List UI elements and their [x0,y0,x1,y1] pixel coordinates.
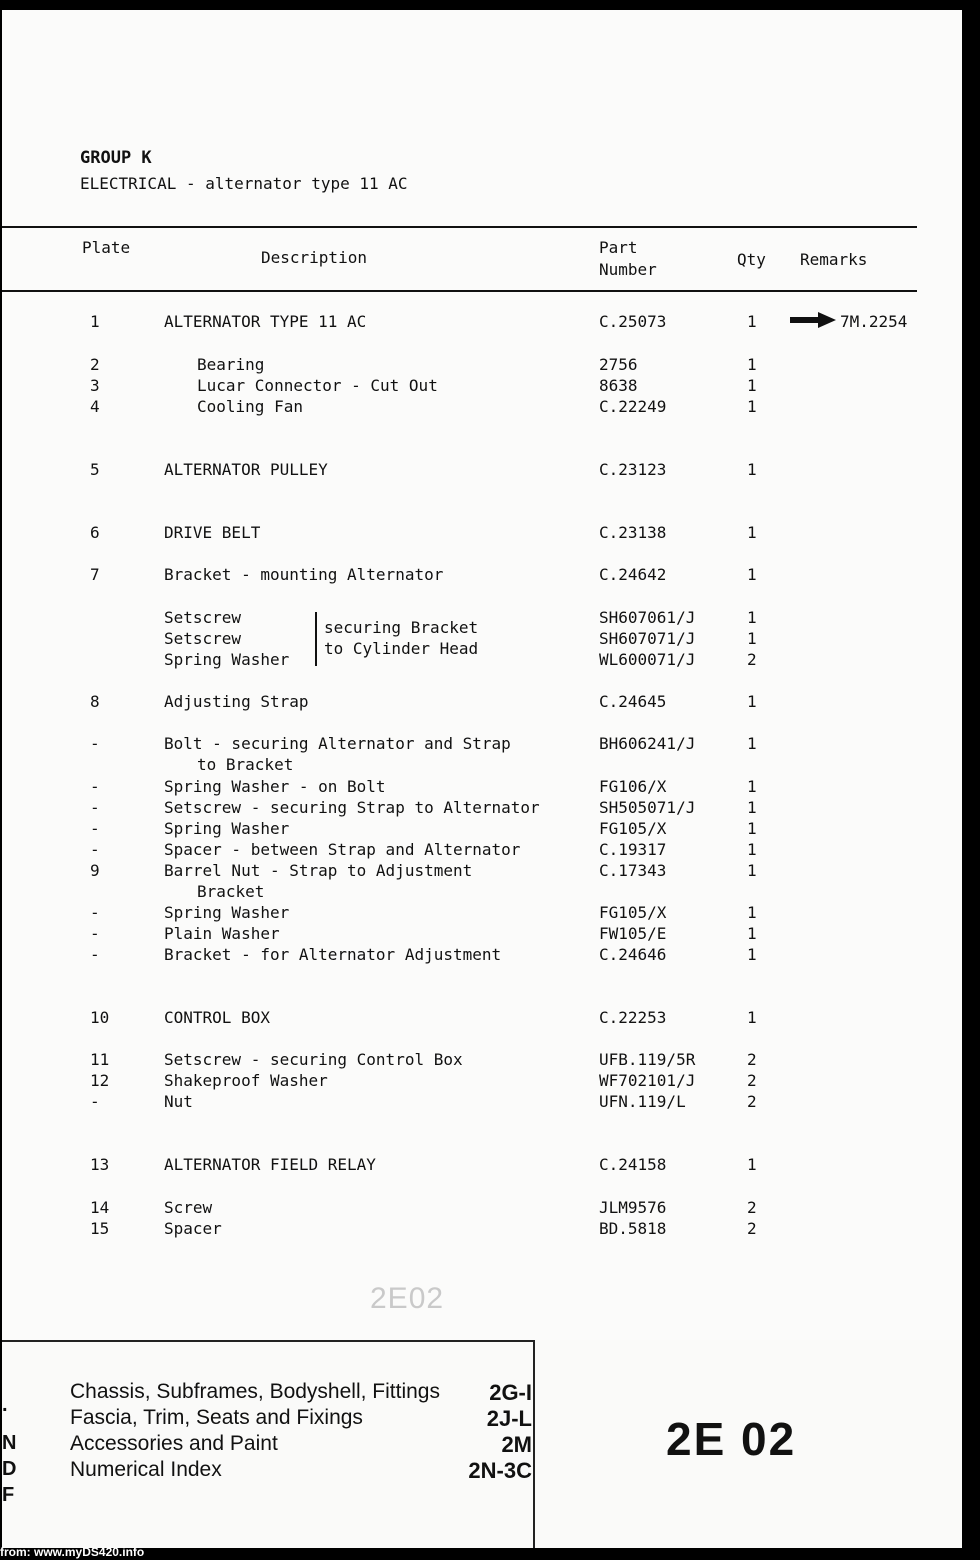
row-description: Setscrew [164,608,242,627]
edge-letter: F [2,1484,15,1506]
row-part-number: BH606241/J [599,734,696,753]
bracket-note-line2: to Cylinder Head [324,639,479,658]
row-description: Setscrew - securing Strap to Alternator [164,798,540,817]
footer-item-label: Fascia, Trim, Seats and Fixings [70,1406,363,1429]
row-part-number: UFN.119/L [599,1092,686,1111]
row-description: Barrel Nut - Strap to Adjustment [164,861,473,880]
row-part-number: C.24646 [599,945,667,964]
row-part-number: C.24158 [599,1155,667,1174]
col-header-part: Part [599,238,638,257]
section-subtitle: ELECTRICAL - alternator type 11 AC [80,174,408,193]
row-description: Spring Washer [164,650,290,669]
row-qty: 1 [747,523,757,542]
row-part-number: FG106/X [599,777,667,796]
row-description: Plain Washer [164,924,280,943]
page-code: 2E 02 [666,1413,797,1465]
edge-letter: N [2,1432,17,1454]
footer-item-label: Chassis, Subframes, Bodyshell, Fittings [70,1380,440,1403]
row-part-number: 8638 [599,376,638,395]
row-qty: 1 [747,355,757,374]
row-description: Bracket - mounting Alternator [164,565,444,584]
row-plate: 1 [90,312,100,331]
row-qty: 1 [747,840,757,859]
footer-item-label: Accessories and Paint [70,1432,278,1455]
col-header-number: Number [599,260,657,279]
row-qty: 1 [747,376,757,395]
col-header-qty: Qty [737,250,766,269]
row-plate: 10 [90,1008,110,1027]
row-part-number: FW105/E [599,924,667,943]
row-plate: 3 [90,376,100,395]
row-description: Nut [164,1092,193,1111]
row-qty: 1 [747,734,757,753]
row-part-number: SH607061/J [599,608,696,627]
row-plate: - [90,840,100,859]
row-plate: 11 [90,1050,110,1069]
col-header-remarks: Remarks [800,250,868,269]
row-plate: 5 [90,460,100,479]
row-part-number: FG105/X [599,819,667,838]
row-plate: - [90,798,100,817]
row-description: Setscrew [164,629,242,648]
footer-item-code: 2J-L [486,1406,532,1431]
row-qty: 2 [747,1050,757,1069]
row-plate: 4 [90,397,100,416]
row-part-number: SH607071/J [599,629,696,648]
footer-divider [533,1340,535,1548]
row-plate: - [90,819,100,838]
row-plate: - [90,945,100,964]
row-description: Spacer [164,1219,222,1238]
header-rule [2,290,917,292]
row-description: Spacer - between Strap and Alternator [164,840,521,859]
footer-item-label: Numerical Index [70,1458,222,1481]
row-description: ALTERNATOR PULLEY [164,460,328,479]
col-header-description: Description [261,248,367,267]
row-plate: 6 [90,523,100,542]
document-page [2,10,962,1548]
top-rule [2,226,917,228]
row-plate: - [90,924,100,943]
row-part-number: 2756 [599,355,638,374]
row-plate: 8 [90,692,100,711]
row-description: Shakeproof Washer [164,1071,328,1090]
row-qty: 2 [747,1092,757,1111]
footer-top-rule [2,1340,535,1342]
row-part-number: C.22249 [599,397,667,416]
footer-item-code: 2N-3C [468,1458,532,1483]
row-qty: 1 [747,629,757,648]
group-title: GROUP K [80,148,152,168]
row-description: DRIVE BELT [164,523,261,542]
row-plate: - [90,777,100,796]
row-part-number: WL600071/J [599,650,696,669]
bracket-line [315,612,317,666]
row-qty: 1 [747,819,757,838]
row-description: Lucar Connector - Cut Out [197,376,438,395]
row-qty: 2 [747,1071,757,1090]
row-part-number: JLM9576 [599,1198,667,1217]
row-plate: - [90,734,100,753]
row-qty: 1 [747,945,757,964]
row-qty: 1 [747,777,757,796]
row-qty: 1 [747,565,757,584]
edge-letter: . [2,1394,8,1416]
row-qty: 1 [747,903,757,922]
row-qty: 2 [747,1219,757,1238]
row-plate: - [90,1092,100,1111]
row-qty: 1 [747,1155,757,1174]
row-part-number: C.24645 [599,692,667,711]
row-qty: 1 [747,460,757,479]
row-qty: 1 [747,1008,757,1027]
row-part-number: C.22253 [599,1008,667,1027]
row-qty: 2 [747,1198,757,1217]
row-description: Spring Washer [164,819,290,838]
row-description: Bracket - for Alternator Adjustment [164,945,502,964]
row-qty: 1 [747,924,757,943]
row-description: ALTERNATOR TYPE 11 AC [164,312,367,331]
row-qty: 1 [747,312,757,331]
source-link[interactable]: from: www.myDS420.info [0,1545,145,1559]
footer-item-code: 2G-I [489,1380,532,1405]
row-description: Setscrew - securing Control Box [164,1050,463,1069]
row-part-number: UFB.119/5R [599,1050,696,1069]
row-part-number: BD.5818 [599,1219,667,1238]
row-qty: 1 [747,798,757,817]
row-description: Spring Washer [164,903,290,922]
row-part-number: C.25073 [599,312,667,331]
row-description: CONTROL BOX [164,1008,270,1027]
row-part-number: WF702101/J [599,1071,696,1090]
row-part-number: C.24642 [599,565,667,584]
row-description: Bolt - securing Alternator and Strap [164,734,511,753]
footer-item-code: 2M [501,1432,532,1457]
row-qty: 1 [747,861,757,880]
row-plate: 12 [90,1071,110,1090]
row-plate: 2 [90,355,100,374]
row-plate: 13 [90,1155,110,1174]
row-description: Bracket [197,882,265,901]
row-description: Adjusting Strap [164,692,309,711]
row-description: Bearing [197,355,265,374]
bracket-note-line1: securing Bracket [324,618,479,637]
row-part-number: C.19317 [599,840,667,859]
row-plate: 14 [90,1198,110,1217]
row-description: to Bracket [197,755,294,774]
row-plate: - [90,903,100,922]
row-part-number: C.23138 [599,523,667,542]
footer-index [2,1340,962,1548]
row-part-number: FG105/X [599,903,667,922]
row-plate: 15 [90,1219,110,1238]
row-plate: 9 [90,861,100,880]
faint-stamp: 2E02 [370,1282,445,1315]
row-qty: 1 [747,397,757,416]
row-part-number: SH505071/J [599,798,696,817]
row-qty: 2 [747,650,757,669]
row-remark: 7M.2254 [840,312,908,331]
row-description: ALTERNATOR FIELD RELAY [164,1155,376,1174]
row-plate: 7 [90,565,100,584]
edge-letter: D [2,1458,17,1480]
row-description: Screw [164,1198,213,1217]
row-description: Spring Washer - on Bolt [164,777,386,796]
row-qty: 1 [747,608,757,627]
col-header-plate: Plate [82,238,131,257]
row-qty: 1 [747,692,757,711]
arrow-right-icon [790,312,836,328]
row-part-number: C.17343 [599,861,667,880]
row-part-number: C.23123 [599,460,667,479]
row-description: Cooling Fan [197,397,303,416]
